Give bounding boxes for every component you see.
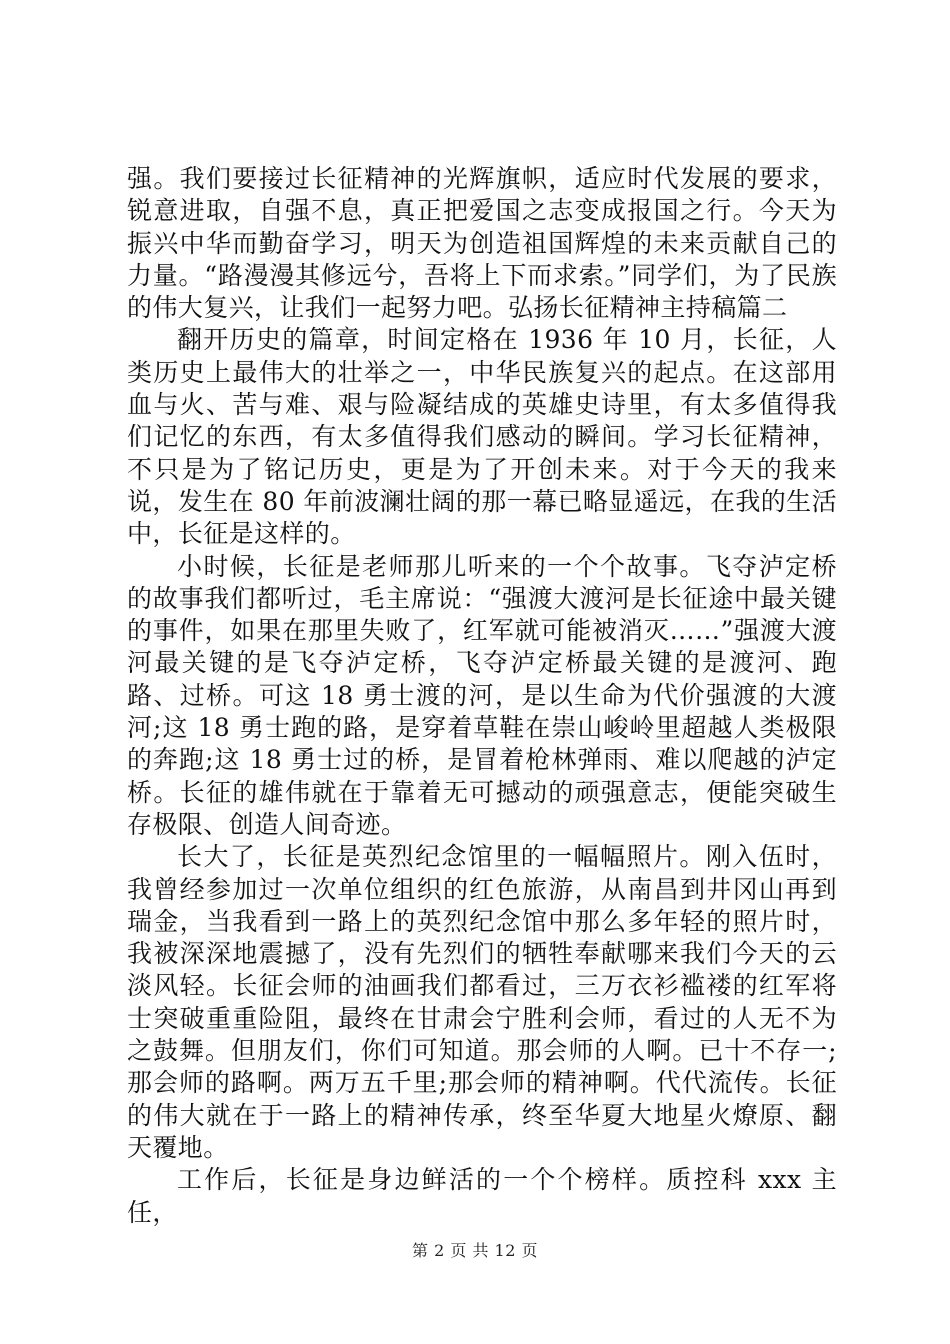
document-body <box>127 163 837 1229</box>
paragraph-1: 强。我们要接过长征精神的光辉旗帜，适应时代发展的要求，锐意进取，自强不息，真正把爱国之志变成报国之行。今天为振兴中华而勤奋学习，明天为创造祖国辉煌的未来贡献自己的力量。“路漫漫其修远兮，吾将上下而求索。”同学们，为了民族的伟大复兴，让我们一起努力吧。弘扬长征精神主持稿篇二 <box>127 164 837 323</box>
paragraph-4: 长大了，长征是英烈纪念馆里的一幅幅照片。刚入伍时，我曾经参加过一次单位组织的红色旅游，从南昌到井冈山再到瑞金，当我看到一路上的英烈纪念馆中那么多年轻的照片时，我被深深地震撼了，没有先烈们的牺牲奉献哪来我们今天的云淡风轻。长征会师的油画我们都看过，三万衣衫褴褛的红军将士突破重重险阻，最终在甘肃会宁胜利会师，看过的人无不为之鼓舞。但朋友们，你们可知道。那会师的人啊。已十不存一;那会师的路啊。两万五千里;那会师的精神啊。代代流传。长征的伟大就在于一路上的精神传承，终至华夏大地星火燎原、翻天覆地。 <box>127 842 837 1162</box>
paragraph-3: 小时候，长征是老师那儿听来的一个个故事。飞夺泸定桥的故事我们都听过，毛主席说：“强渡大渡河是长征途中最关键的事件，如果在那里失败了，红军就可能被消灭……”强渡大渡河最关键的是飞夺泸定桥，飞夺泸定桥最关键的是渡河、跑路、过桥。可这 18 勇士渡的河，是以生命为代价强渡的大渡河;这 18 勇士跑的路，是穿着草鞋在崇山峻岭里超越人类极限的奔跑;这 18 勇士过的桥，是冒着枪林弹雨、难以爬越的泸定桥。长征的雄伟就在于靠着无可撼动的顽强意志，便能突破生存极限、创造人间奇迹。 <box>127 551 837 839</box>
page-footer: 第 2 页 共 12 页 <box>412 1241 538 1260</box>
paragraph-5: 工作后，长征是身边鲜活的一个个榜样。质控科 xxx 主任， <box>127 1165 837 1227</box>
paragraph-2: 翻开历史的篇章，时间定格在 1936 年 10 月，长征，人类历史上最伟大的壮举之一，中华民族复兴的起点。在这部用血与火、苦与难、艰与险凝结成的英雄史诗里，有太多值得我们记忆的东西，有太多值得我们感动的瞬间。学习长征精神，不只是为了铭记历史，更是为了开创未来。对于今天的我来说，发生在 80 年前波澜壮阔的那一幕已略显遥远，在我的生活中，长征是这样的。 <box>127 325 837 549</box>
